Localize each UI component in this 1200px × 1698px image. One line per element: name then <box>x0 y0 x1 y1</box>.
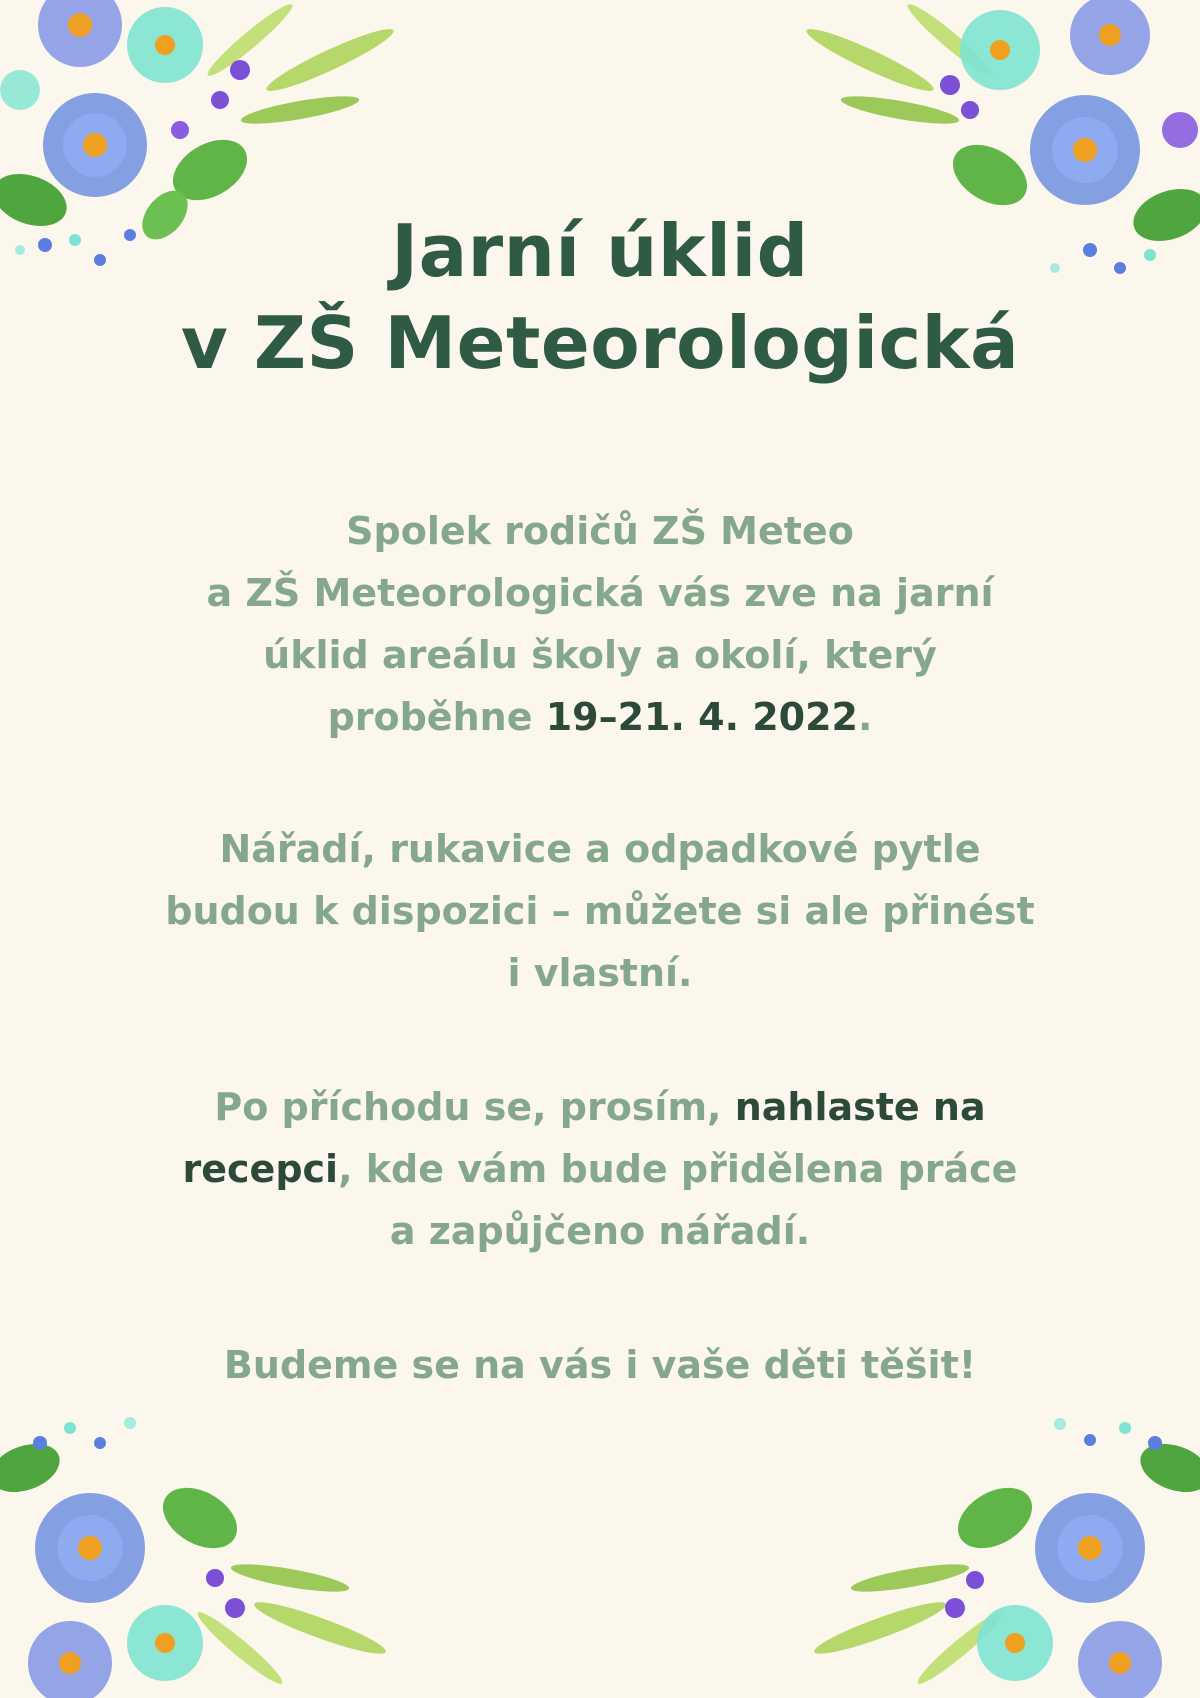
arrival-line-2-suffix: , kde vám bude přidělena práce <box>338 1147 1018 1191</box>
arrival-line-3: a zapůjčeno nářadí. <box>389 1209 811 1253</box>
invitation-line-4-suffix: . <box>858 695 873 739</box>
invitation-line-3: úklid areálu školy a okolí, který <box>263 633 937 677</box>
arrival-line-1-prefix: Po příchodu se, prosím, <box>214 1085 735 1129</box>
invitation-line-4-prefix: proběhne <box>327 695 546 739</box>
title-line-1: Jarní úklid <box>391 209 809 293</box>
invitation-line-2: a ZŠ Meteorologická vás zve na jarní <box>206 571 994 615</box>
invitation-paragraph <box>100 500 1100 748</box>
invitation-line-4 <box>100 686 1100 748</box>
poster-title <box>0 205 1200 389</box>
tools-paragraph <box>100 818 1100 1004</box>
invitation-line-1: Spolek rodičů ZŠ Meteo <box>346 509 854 553</box>
floral-decoration-bottom-right <box>780 1398 1200 1698</box>
event-date: 19–21. 4. 2022 <box>545 695 858 739</box>
title-line-2: v ZŠ Meteorologická <box>180 301 1020 385</box>
arrival-emphasis-1: nahlaste na <box>734 1085 986 1129</box>
flower-bouquet-icon <box>780 1398 1200 1698</box>
closing-line <box>100 1334 1100 1396</box>
arrival-line-1 <box>100 1076 1100 1138</box>
tools-line-1: Nářadí, rukavice a odpadkové pytle <box>219 827 981 871</box>
arrival-emphasis-2: recepci <box>182 1147 339 1191</box>
floral-decoration-bottom-left <box>0 1398 420 1698</box>
arrival-line-2 <box>100 1138 1100 1200</box>
tools-line-3: i vlastní. <box>507 951 693 995</box>
flower-bouquet-icon <box>0 1398 420 1698</box>
arrival-paragraph <box>100 1076 1100 1262</box>
closing-text: Budeme se na vás i vaše děti těšit! <box>223 1343 977 1387</box>
tools-line-2: budou k dispozici – můžete si ale přinést <box>165 889 1035 933</box>
